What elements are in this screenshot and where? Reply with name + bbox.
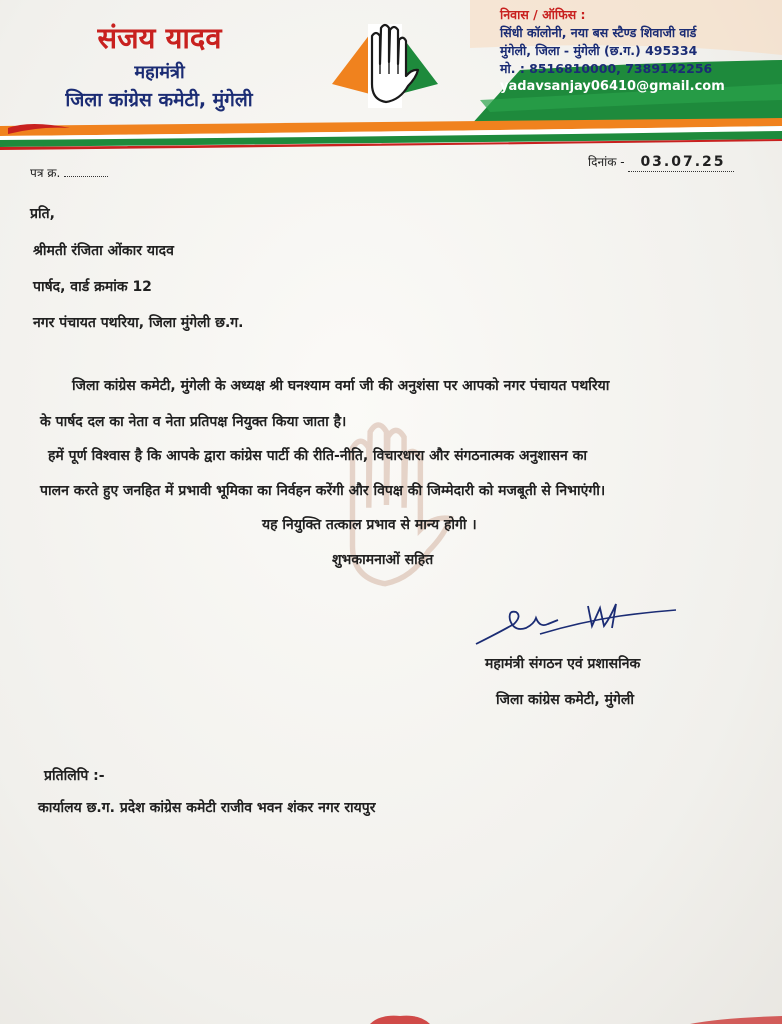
- body-paragraph-2-line-1: हमें पूर्ण विश्वास है कि आपके द्वारा कांग्रेस पार्टी की रीति-नीति, विचारधारा और संगठनात्मक अनुशासन का: [48, 448, 587, 464]
- address-block: [500, 6, 725, 96]
- body-paragraph-2-line-2: पालन करते हुए जनहित में प्रभावी भूमिका का निर्वहन करेंगी और विपक्ष की जिम्मेदारी को मजबूती से निभाएंगी।: [40, 483, 606, 499]
- sender-name: संजय यादव: [97, 21, 222, 55]
- closing-line: शुभकामनाओं सहित: [332, 552, 434, 568]
- date-label: दिनांक -: [588, 155, 625, 169]
- address-heading: निवास / ऑफिस :: [500, 7, 586, 22]
- email-address: yadavsanjay06410@gmail.com: [500, 79, 725, 94]
- reference-blank: [64, 166, 108, 177]
- address-line-1: सिंधी कॉलोनी, नया बस स्टैण्ड शिवाजी वार्ड: [500, 25, 697, 40]
- copy-recipient: कार्यालय छ.ग. प्रदेश कांग्रेस कमेटी राजीव भवन शंकर नगर रायपुर: [38, 800, 376, 816]
- recipient-place: नगर पंचायत पथरिया, जिला मुंगेली छ.ग.: [33, 315, 244, 331]
- hand-watermark-icon: [325, 410, 475, 600]
- handwritten-signature: [470, 598, 680, 648]
- sender-committee: जिला कांग्रेस कमेटी, मुंगेली: [65, 89, 253, 111]
- signatory-organization: जिला कांग्रेस कमेटी, मुंगेली: [496, 692, 634, 708]
- body-paragraph-1-line-1: जिला कांग्रेस कमेटी, मुंगेली के अध्यक्ष श्री घनश्याम वर्मा जी की अनुशंसा पर आपको नगर पंचायत पथरिया: [72, 378, 610, 394]
- letterhead-header: [0, 0, 782, 150]
- phone-numbers: मो. : 8516810000, 7389142256: [500, 61, 713, 76]
- recipient-post: पार्षद, वार्ड क्रमांक 12: [33, 279, 152, 295]
- reference-number: [30, 164, 108, 181]
- reference-label: पत्र क्र.: [30, 166, 61, 180]
- date-value: 03.07.25: [628, 154, 733, 172]
- recipient-name: श्रीमती रंजिता ओंकार यादव: [33, 243, 174, 259]
- salutation: प्रति,: [30, 206, 55, 222]
- sender-title: महामंत्री: [134, 62, 185, 83]
- body-paragraph-1-line-2: के पार्षद दल का नेता व नेता प्रतिपक्ष नियुक्त किया जाता है।: [40, 414, 347, 430]
- hand-logo-icon: [330, 14, 440, 114]
- footer-strip: [0, 1010, 782, 1024]
- copy-label: प्रतिलिपि :-: [44, 768, 105, 784]
- signatory-designation: महामंत्री संगठन एवं प्रशासनिक: [485, 656, 641, 672]
- address-line-2: मुंगेली, जिला - मुंगेली (छ.ग.) 495334: [500, 43, 698, 58]
- date-field: [588, 153, 734, 170]
- body-paragraph-3: यह नियुक्ति तत्काल प्रभाव से मान्य होगी ।: [262, 517, 477, 533]
